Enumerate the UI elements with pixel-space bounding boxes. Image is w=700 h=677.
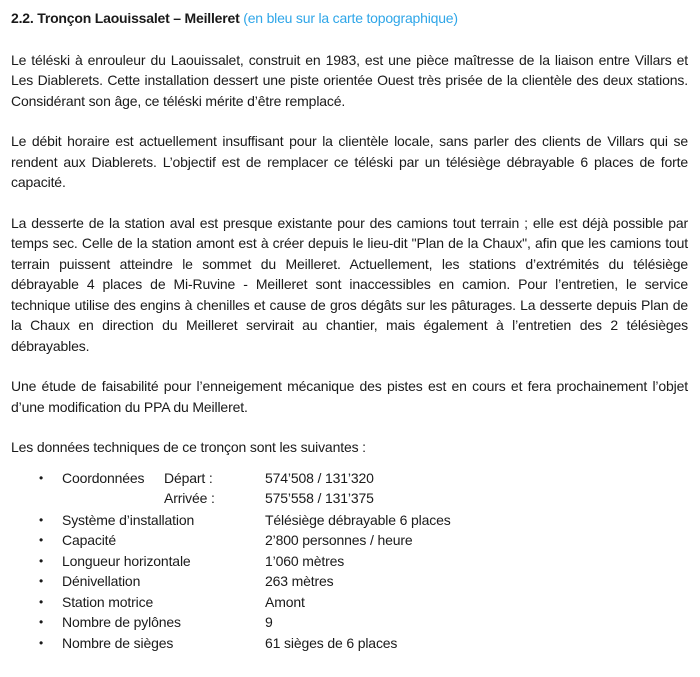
bullet-icon: •	[38, 594, 44, 609]
bullet-icon: •	[38, 615, 44, 629]
section-title: 2.2. Tronçon Laouissalet – Meilleret	[11, 10, 240, 26]
item-label: Station motrice	[62, 593, 154, 610]
technical-data-list	[11, 468, 688, 654]
list-item-coordinates	[11, 468, 688, 509]
list-item	[11, 510, 688, 531]
paragraph-capacity: Le débit horaire est actuellement insuffisant pour la clientèle locale, sans parler des clients de Villars qui se rendent aux Diablerets. L’objectif est de remplacer ce téléski par un télésiège débrayable 6 places de forte capacité.	[11, 133, 688, 190]
bullet-icon: •	[38, 533, 44, 547]
list-item	[11, 592, 688, 613]
item-label: Nombre de pylônes	[62, 614, 181, 630]
list-item	[11, 633, 688, 654]
coordinates-label: Coordonnées	[62, 469, 145, 486]
bullet-icon: •	[38, 635, 44, 650]
item-label: Longueur horizontale	[62, 552, 191, 569]
item-value: 1’060 mètres	[265, 552, 345, 569]
bullet-icon: •	[38, 470, 44, 485]
bullet-icon: •	[38, 574, 44, 588]
item-label: Dénivellation	[62, 573, 141, 589]
item-value: Télésiège débrayable 6 places	[265, 511, 451, 528]
map-color-note: (en bleu sur la carte topographique)	[243, 10, 458, 26]
item-value: 61 sièges de 6 places	[265, 634, 398, 651]
section-heading	[11, 8, 688, 29]
coordinates-block	[62, 468, 374, 509]
list-item	[11, 571, 688, 592]
paragraph-access: La desserte de la station aval est presque existante pour des camions tout terrain ; elle est déjà possible par temps sec. Celle de la station amont est à créer depuis le lieu-dit "Plan de la Chaux", afin que les camions tout terrain puissent atteindre le sommet du Meilleret. Actuellement, les stations d’extrémités du télésiège débrayable 4 places de Mi-Ruvine - Meilleret sont inaccessibles en camion. Pour l’entretien, le service technique utilise des engins à chenilles et cause de gros dégâts sur les pâturages. La desserte depuis Plan de la Chaux en direction du Meilleret servirait au chantier, mais également à l’entretien des 2 télésièges débrayables.	[11, 214, 688, 354]
item-value: Amont	[265, 593, 305, 610]
item-value: 263 mètres	[265, 573, 334, 589]
bullet-icon: •	[38, 553, 44, 568]
list-item	[11, 551, 688, 572]
item-value: 2’800 personnes / heure	[265, 532, 413, 548]
list-item	[11, 612, 688, 633]
paragraph-intro: Le téléski à enrouleur du Laouissalet, construit en 1983, est une pièce maîtresse de la liaison entre Villars et Les Diablerets. Cette installation dessert une piste orientée Ouest très prisée de la clientèle des deux stations. Considérant son âge, ce téléski mérite d’être remplacé.	[11, 51, 688, 109]
item-label: Capacité	[62, 532, 117, 548]
depart-label: Départ :	[164, 469, 213, 486]
item-label: Système d’installation	[62, 511, 195, 528]
arrivee-value: 575’558 / 131’375	[265, 490, 374, 506]
list-item	[11, 530, 688, 551]
depart-value: 574’508 / 131’320	[265, 469, 374, 486]
paragraph-snowmaking: Une étude de faisabilité pour l’enneigement mécanique des pistes est en cours et fera prochainement l’objet d’une modification du PPA du Meilleret.	[11, 378, 688, 415]
arrivee-label: Arrivée :	[164, 490, 215, 506]
item-value: 9	[265, 614, 273, 630]
bullet-icon: •	[38, 512, 44, 527]
paragraph-tech-intro: Les données techniques de ce tronçon sont les suivantes :	[11, 439, 366, 455]
item-label: Nombre de sièges	[62, 634, 174, 651]
